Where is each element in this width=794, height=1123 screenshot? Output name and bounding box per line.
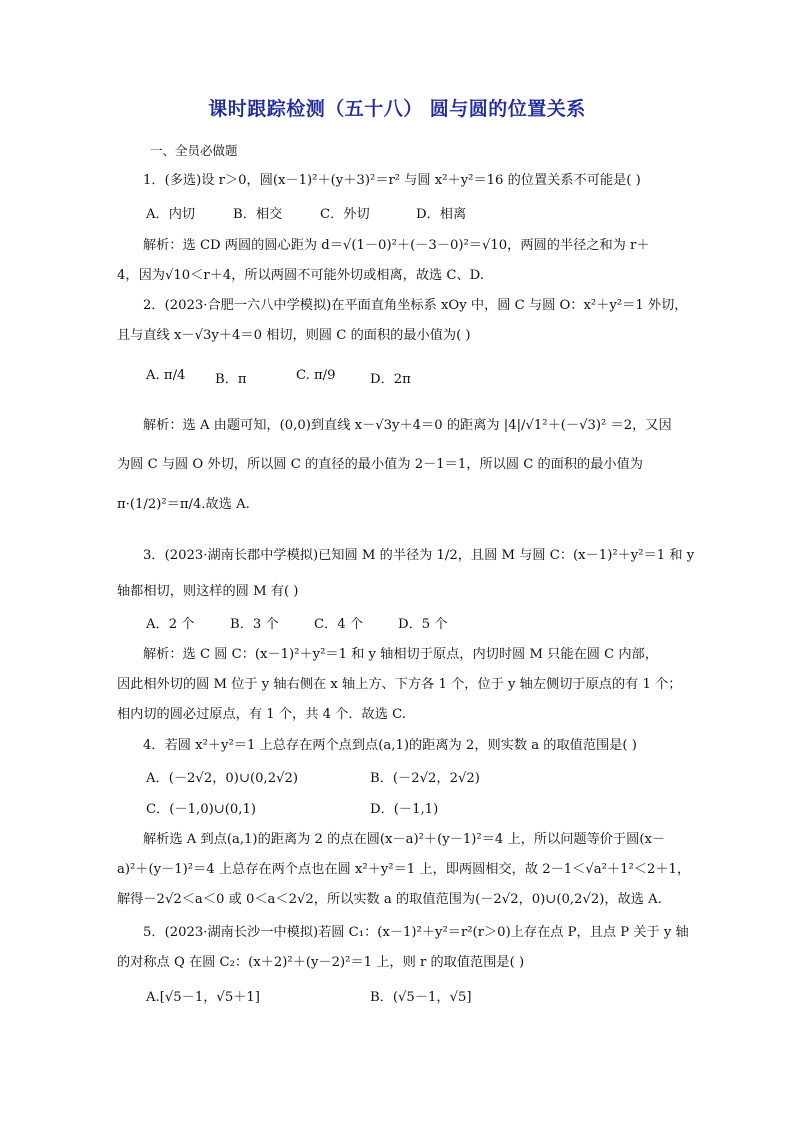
- q2-option-a: A. π/4: [146, 368, 186, 383]
- q1-stem: 1．(多选)设 r＞0，圆(x－1)²＋(y＋3)²＝r² 与圆 x²＋y²＝16 的位置关系不可能是( ): [143, 173, 641, 188]
- q3-option-d: D．5 个: [398, 617, 448, 632]
- q2-option-b: B．π: [215, 372, 247, 387]
- q3-solution-line-1: 解析：选 C 圆 C：(x－1)²＋y²＝1 和 y 轴相切于原点，内切时圆 M 只能在圆 C 内部，: [143, 647, 658, 662]
- q3-solution-line-2: 因此相外切的圆 M 位于 y 轴右侧在 x 轴上方、下方各 1 个，位于 y 轴左侧切于原点的有 1 个；: [117, 677, 682, 692]
- q1-option-c: C．外切: [320, 207, 370, 222]
- q3-option-b: B．3 个: [230, 617, 279, 632]
- q4-solution-line-2: a)²＋(y－1)²＝4 上总存在两个点也在圆 x²＋y²＝1 上，即两圆相交，故 2－1＜√a²＋1²＜2＋1，: [117, 862, 691, 877]
- q4-solution-line-3: 解得－2√2＜a＜0 或 0＜a＜2√2，所以实数 a 的取值范围为(－2√2，0)∪(0,2√2)，故选 A.: [117, 892, 662, 907]
- q3-option-a: A．2 个: [146, 617, 195, 632]
- q3-stem-line-2: 轴都相切，则这样的圆 M 有( ): [117, 584, 299, 599]
- q1-solution-line-2: 4，因为√10＜r＋4，所以两圆不可能外切或相离，故选 C、D.: [117, 268, 484, 283]
- q2-solution-line-1: 解析：选 A 由题可知，(0,0)到直线 x－√3y＋4＝0 的距离为 |4|/√1²＋(－√3)² ＝2，又因: [143, 418, 672, 433]
- q2-stem-line-2: 且与直线 x－√3y＋4＝0 相切，则圆 C 的面积的最小值为( ): [117, 328, 471, 343]
- q4-solution-line-1: 解析选 A 到点(a,1)的距离为 2 的点在圆(x－a)²＋(y－1)²＝4 上，所以问题等价于圆(x－: [143, 832, 666, 847]
- q5-option-b: B．(√5－1，√5]: [370, 990, 472, 1005]
- q5-option-a: A.[√5－1，√5＋1]: [146, 990, 260, 1005]
- q4-stem: 4．若圆 x²＋y²＝1 上总存在两个点到点(a,1)的距离为 2，则实数 a 的取值范围是( ): [143, 738, 637, 753]
- q1-option-b: B．相交: [233, 207, 283, 222]
- q1-option-d: D．相离: [416, 207, 467, 222]
- q2-solution-line-2: 为圆 C 与圆 O 外切，所以圆 C 的直径的最小值为 2－1＝1，所以圆 C 的面积的最小值为: [117, 457, 643, 472]
- q5-stem-line-1: 5．(2023·湖南长沙一中模拟)若圆 C₁：(x－1)²＋y²＝r²(r＞0)上存在点 P，且点 P 关于 y 轴: [143, 925, 689, 940]
- q1-option-a: A．内切: [146, 207, 196, 222]
- page-title: 课时跟踪检测（五十八） 圆与圆的位置关系: [208, 98, 586, 120]
- q2-option-c: C. π/9: [296, 368, 336, 383]
- q4-option-c: C．(－1,0)∪(0,1): [146, 802, 257, 817]
- q3-option-c: C．4 个: [314, 617, 364, 632]
- q2-stem-line-1: 2．(2023·合肥一六八中学模拟)在平面直角坐标系 xOy 中，圆 C 与圆 O：x²＋y²＝1 外切，: [143, 298, 688, 313]
- q3-solution-line-3: 相内切的圆必过原点，有 1 个，共 4 个．故选 C.: [117, 707, 406, 722]
- q4-option-b: B．(－2√2，2√2): [370, 771, 480, 786]
- q4-option-a: A．(－2√2，0)∪(0,2√2): [146, 771, 299, 786]
- q2-solution-line-3: π·(1/2)²＝π/4.故选 A.: [117, 497, 250, 512]
- section-heading: 一、全员必做题: [150, 143, 238, 158]
- q2-option-d: D．2π: [370, 372, 411, 387]
- q1-solution-line-1: 解析：选 CD 两圆的圆心距为 d＝√(1－0)²＋(－3－0)²＝√10，两圆的半径之和为 r＋: [143, 238, 650, 253]
- q3-stem-line-1: 3．(2023·湖南长郡中学模拟)已知圆 M 的半径为 1/2，且圆 M 与圆 C：(x－1)²＋y²＝1 和 y: [143, 548, 695, 563]
- q4-option-d: D．(－1,1): [370, 802, 439, 817]
- q5-stem-line-2: 的对称点 Q 在圆 C₂：(x＋2)²＋(y－2)²＝1 上，则 r 的取值范围是( ): [117, 955, 525, 970]
